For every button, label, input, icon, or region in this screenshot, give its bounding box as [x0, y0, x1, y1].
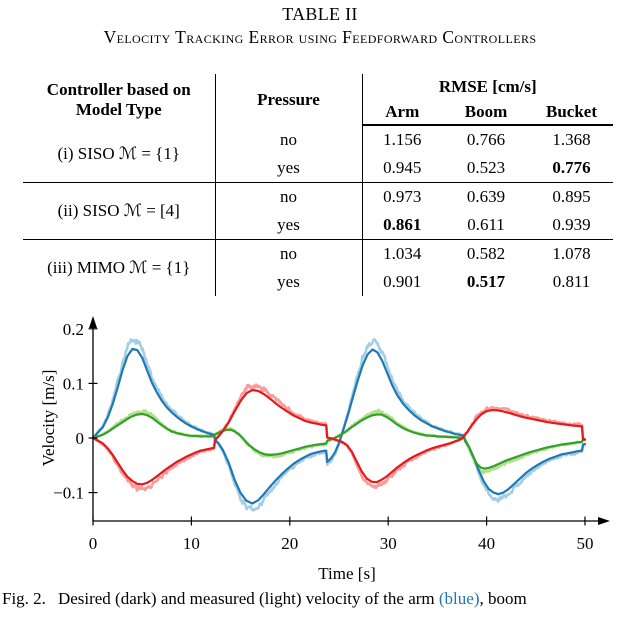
header-cell-rmse-group: RMSE [cm/s]: [438, 76, 537, 96]
table-body: [23, 125, 613, 296]
rmse-value: 0.861: [383, 215, 422, 234]
rmse-value: 0.811: [552, 272, 591, 291]
y-tick-label: 0: [75, 429, 84, 448]
x-tick-label: 50: [576, 534, 594, 553]
rmse-value: 0.582: [442, 240, 530, 269]
figure-caption: [2, 589, 640, 609]
header-cell-arm: Arm: [362, 99, 442, 125]
boom-measured-curve: [93, 385, 585, 491]
figure-label: Fig. 2.: [2, 589, 46, 608]
rmse-value: 1.078: [530, 240, 613, 269]
table-row: [23, 125, 613, 154]
rmse-value: 1.156: [383, 130, 422, 149]
y-axis-arrow-icon: [89, 316, 97, 328]
pressure-cell: yes: [215, 268, 362, 296]
table-row: [23, 183, 613, 212]
x-tick-label: 30: [379, 534, 397, 553]
x-axis-label: Time [s]: [318, 564, 376, 583]
rmse-value: 0.895: [530, 183, 613, 212]
rmse-value: 0.901: [383, 272, 422, 291]
header-cell-bucket: Bucket: [530, 99, 613, 125]
rmse-value: 0.776: [552, 158, 591, 177]
y-tick-label: 0.1: [62, 374, 84, 394]
header-cell-boom: Boom: [442, 99, 530, 125]
caption-blue-link[interactable]: (blue): [438, 589, 480, 608]
rmse-value: 0.639: [442, 183, 530, 212]
x-tick-label: 10: [182, 534, 200, 553]
y-tick-label: 0.2: [62, 319, 84, 339]
table-row: [23, 240, 613, 269]
model-cell: (iii) MIMO ℳ = {1}: [23, 240, 215, 297]
rmse-value: 0.611: [467, 215, 505, 234]
table-subtitle: Velocity Tracking Error using Feedforward Controllers: [103, 27, 537, 47]
arm-desired-curve: [93, 349, 585, 504]
pressure-cell: no: [215, 125, 362, 154]
table-header: [23, 74, 613, 125]
rmse-value: 0.517: [466, 272, 506, 291]
rmse-value: 1.034: [362, 240, 442, 269]
rmse-value: 0.945: [383, 158, 422, 177]
model-cell: (i) SISO ℳ = {1}: [23, 125, 215, 183]
pressure-cell: yes: [215, 154, 362, 183]
rmse-value: 0.523: [466, 158, 506, 177]
header-cell-model: Controller based on Model Type: [23, 74, 215, 125]
pressure-cell: no: [215, 240, 362, 269]
arm-measured-curve: [93, 339, 585, 510]
rmse-table: [23, 74, 613, 296]
header-cell-pressure: Pressure: [215, 74, 362, 125]
caption-text-before: Desired (dark) and measured (light) velocity of the arm: [57, 589, 439, 608]
pressure-cell: no: [215, 183, 362, 212]
model-cell: (ii) SISO ℳ = [4]: [23, 183, 215, 240]
rmse-value: 0.939: [552, 215, 591, 234]
caption-text-after: , boom: [479, 589, 527, 608]
pressure-cell: yes: [215, 211, 362, 240]
velocity-chart: [0, 308, 640, 586]
x-tick-label: 0: [88, 534, 98, 553]
y-axis-label: Velocity [m/s]: [39, 369, 58, 467]
x-axis-arrow-icon: [598, 517, 610, 525]
rmse-value: 0.973: [362, 183, 442, 212]
x-tick-label: 40: [478, 534, 496, 553]
rmse-value: 0.766: [466, 130, 506, 149]
table-title: TABLE II: [282, 4, 358, 24]
rmse-value: 1.368: [552, 130, 591, 149]
x-tick-label: 20: [281, 534, 299, 553]
y-tick-label: −0.1: [53, 483, 84, 503]
